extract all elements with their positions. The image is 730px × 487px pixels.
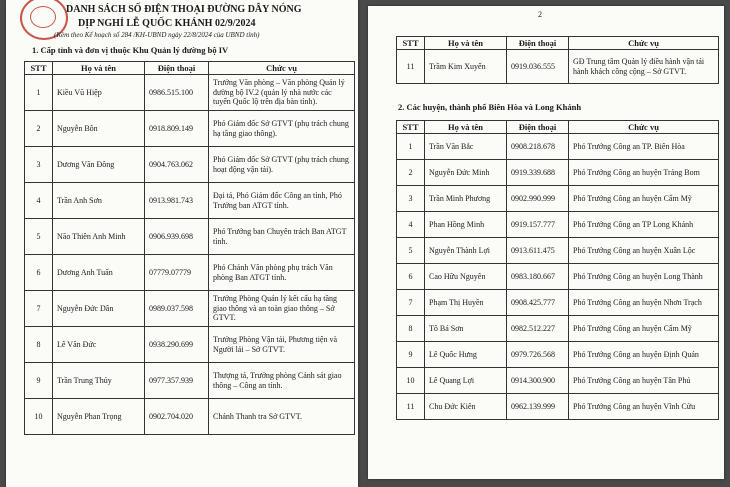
cell-role: Trưởng Phòng Vận tải, Phương tiện và Người lái – Sở GTVT. (209, 327, 355, 363)
cell-stt: 7 (25, 291, 53, 327)
cell-stt: 5 (397, 238, 425, 264)
cell-stt: 4 (25, 183, 53, 219)
cell-phone: 0979.726.568 (507, 342, 569, 368)
column-header-stt: STT (397, 121, 425, 134)
cell-stt: 4 (397, 212, 425, 238)
cell-name: Dương Văn Đông (53, 147, 145, 183)
cell-stt: 9 (397, 342, 425, 368)
cell-stt: 1 (25, 75, 53, 111)
table-row (397, 394, 719, 420)
section-heading-1: 1. Cấp tỉnh và đơn vị thuộc Khu Quản lý đường bộ IV (32, 45, 229, 55)
cell-role: Phó Chánh Văn phòng phụ trách Văn phòng Ban ATGT tỉnh. (209, 255, 355, 291)
cell-name: Nguyễn Đức Minh (425, 160, 507, 186)
table-row (397, 238, 719, 264)
column-header-phone: Điện thoại (507, 37, 569, 50)
column-header-phone: Điện thoại (507, 121, 569, 134)
cell-stt: 8 (25, 327, 53, 363)
cell-phone: 0913.981.743 (145, 183, 209, 219)
cell-stt: 11 (397, 394, 425, 420)
table-row (25, 219, 355, 255)
cell-stt: 11 (397, 50, 425, 84)
page-number: 2 (538, 10, 542, 19)
column-header-role: Chức vụ (569, 121, 719, 134)
cell-role: Phó Trưởng Công an huyện Nhơn Trạch (569, 290, 719, 316)
table-row (397, 368, 719, 394)
cell-name: Kiều Vũ Hiệp (53, 75, 145, 111)
cell-name: Lê Quang Lợi (425, 368, 507, 394)
cell-role: Thượng tá, Trưởng phòng Cảnh sát giao thông – Công an tỉnh. (209, 363, 355, 399)
cell-role: Phó Giám đốc Sở GTVT (phụ trách chung hoạt động vận tải). (209, 147, 355, 183)
cell-name: Phan Hồng Minh (425, 212, 507, 238)
cell-phone: 0918.809.149 (145, 111, 209, 147)
cell-name: Tô Bá Sơn (425, 316, 507, 342)
cell-role: Trưởng Phòng Quản lý kết cấu hạ tầng giao thông và an toàn giao thông – Sở GTVT. (209, 291, 355, 327)
cell-stt: 5 (25, 219, 53, 255)
table-row (397, 50, 719, 84)
cell-phone: 0906.939.698 (145, 219, 209, 255)
table-row (25, 111, 355, 147)
column-header-name: Họ và tên (425, 37, 507, 50)
cell-role: Phó Trưởng Công an huyện Long Thành (569, 264, 719, 290)
cell-phone: 0902.704.020 (145, 399, 209, 435)
cell-stt: 6 (25, 255, 53, 291)
hotline-table-continued (396, 36, 719, 84)
cell-name: Nguyễn Bôn (53, 111, 145, 147)
column-header-phone: Điện thoại (145, 62, 209, 75)
cell-phone: 0919.157.777 (507, 212, 569, 238)
cell-name: Trần Minh Phương (425, 186, 507, 212)
cell-name: Nguyễn Đức Dân (53, 291, 145, 327)
table-row (25, 327, 355, 363)
document-page-2 (368, 6, 724, 479)
cell-role: Phó Trưởng Công an huyện Định Quán (569, 342, 719, 368)
cell-phone: 0908.218.678 (507, 134, 569, 160)
document-subtitle: DỊP NGHỈ LỄ QUỐC KHÁNH 02/9/2024 (78, 18, 256, 29)
cell-name: Cao Hữu Nguyên (425, 264, 507, 290)
section-heading-2: 2. Các huyện, thành phố Biên Hòa và Long Khánh (398, 102, 582, 112)
table-row (25, 147, 355, 183)
cell-stt: 1 (397, 134, 425, 160)
cell-name: Dương Anh Tuấn (53, 255, 145, 291)
document-page-1 (6, 0, 358, 487)
table-row (25, 291, 355, 327)
cell-stt: 7 (397, 290, 425, 316)
cell-role: Phó Trưởng Công an huyện Xuân Lộc (569, 238, 719, 264)
cell-stt: 3 (25, 147, 53, 183)
table-row (397, 290, 719, 316)
cell-role: Phó Trưởng Công an huyện Cẩm Mỹ (569, 186, 719, 212)
table-row (397, 264, 719, 290)
cell-phone: 0938.290.699 (145, 327, 209, 363)
cell-phone: 0986.515.100 (145, 75, 209, 111)
table-row (25, 75, 355, 111)
cell-phone: 0904.763.062 (145, 147, 209, 183)
table-row (397, 342, 719, 368)
cell-role: Phó Trưởng Công an huyện Tân Phú (569, 368, 719, 394)
cell-name: Nāo Thiên Anh Minh (53, 219, 145, 255)
cell-stt: 2 (397, 160, 425, 186)
cell-role: Phó Giám đốc Sở GTVT (phụ trách chung hạ tầng giao thông). (209, 111, 355, 147)
hotline-table-districts (396, 120, 719, 420)
cell-stt: 8 (397, 316, 425, 342)
cell-phone: 0919.339.688 (507, 160, 569, 186)
cell-stt: 2 (25, 111, 53, 147)
column-header-stt: STT (397, 37, 425, 50)
cell-phone: 0983.180.667 (507, 264, 569, 290)
cell-name: Trầm Kim Xuyến (425, 50, 507, 84)
cell-name: Chu Đức Kiên (425, 394, 507, 420)
cell-role: Phó Trưởng Công an huyện Trảng Bom (569, 160, 719, 186)
cell-role: Phó Trưởng Công an TP. Biên Hòa (569, 134, 719, 160)
cell-role: Phó Trưởng Công an TP Long Khánh (569, 212, 719, 238)
cell-stt: 9 (25, 363, 53, 399)
cell-phone: 0919.036.555 (507, 50, 569, 84)
cell-phone: 0977.357.939 (145, 363, 209, 399)
cell-stt: 3 (397, 186, 425, 212)
cell-role: Phó Trưởng Công an huyện Cẩm Mỹ (569, 316, 719, 342)
cell-phone: 0902.990.999 (507, 186, 569, 212)
hotline-table-province (24, 61, 355, 435)
table-row (25, 399, 355, 435)
table-row (25, 363, 355, 399)
cell-role: Chánh Thanh tra Sở GTVT. (209, 399, 355, 435)
cell-phone: 0914.300.900 (507, 368, 569, 394)
cell-name: Trần Anh Sơn (53, 183, 145, 219)
column-header-stt: STT (25, 62, 53, 75)
table-row (397, 134, 719, 160)
column-header-role: Chức vụ (209, 62, 355, 75)
table-row (397, 212, 719, 238)
cell-phone: 07779.07779 (145, 255, 209, 291)
cell-phone: 0908.425.777 (507, 290, 569, 316)
column-header-role: Chức vụ (569, 37, 719, 50)
cell-phone: 0962.139.999 (507, 394, 569, 420)
cell-role: Trưởng Văn phòng – Văn phòng Quản lý đường bộ IV.2 (quản lý nhà nước các tuyến Quốc lộ trên địa bàn tỉnh). (209, 75, 355, 111)
table-row (25, 255, 355, 291)
cell-name: Trần Văn Bắc (425, 134, 507, 160)
cell-stt: 6 (397, 264, 425, 290)
table-row (397, 316, 719, 342)
document-note: (Kèm theo Kế hoạch số 284 /KH-UBND ngày 22/8/2024 của UBND tỉnh) (54, 31, 260, 39)
cell-name: Trần Trung Thủy (53, 363, 145, 399)
cell-name: Lê Văn Đức (53, 327, 145, 363)
cell-name: Lê Quốc Hưng (425, 342, 507, 368)
cell-stt: 10 (25, 399, 53, 435)
cell-phone: 0989.037.598 (145, 291, 209, 327)
cell-phone: 0982.512.227 (507, 316, 569, 342)
cell-name: Nguyễn Phan Trọng (53, 399, 145, 435)
table-row (397, 160, 719, 186)
cell-role: GĐ Trung tâm Quản lý điều hành vận tải hành khách công cộng – Sở GTVT. (569, 50, 719, 84)
cell-role: Phó Trưởng ban Chuyên trách Ban ATGT tỉnh. (209, 219, 355, 255)
cell-role: Phó Trưởng Công an huyện Vĩnh Cửu (569, 394, 719, 420)
column-header-name: Họ và tên (425, 121, 507, 134)
table-row (25, 183, 355, 219)
cell-stt: 10 (397, 368, 425, 394)
cell-role: Đại tá, Phó Giám đốc Công an tỉnh, Phó Trưởng ban ATGT tỉnh. (209, 183, 355, 219)
document-title: DANH SÁCH SỐ ĐIỆN THOẠI ĐƯỜNG DÂY NÓNG (66, 4, 302, 15)
cell-name: Phạm Thị Huyền (425, 290, 507, 316)
cell-name: Nguyễn Thành Lợi (425, 238, 507, 264)
cell-phone: 0913.611.475 (507, 238, 569, 264)
table-row (397, 186, 719, 212)
column-header-name: Họ và tên (53, 62, 145, 75)
